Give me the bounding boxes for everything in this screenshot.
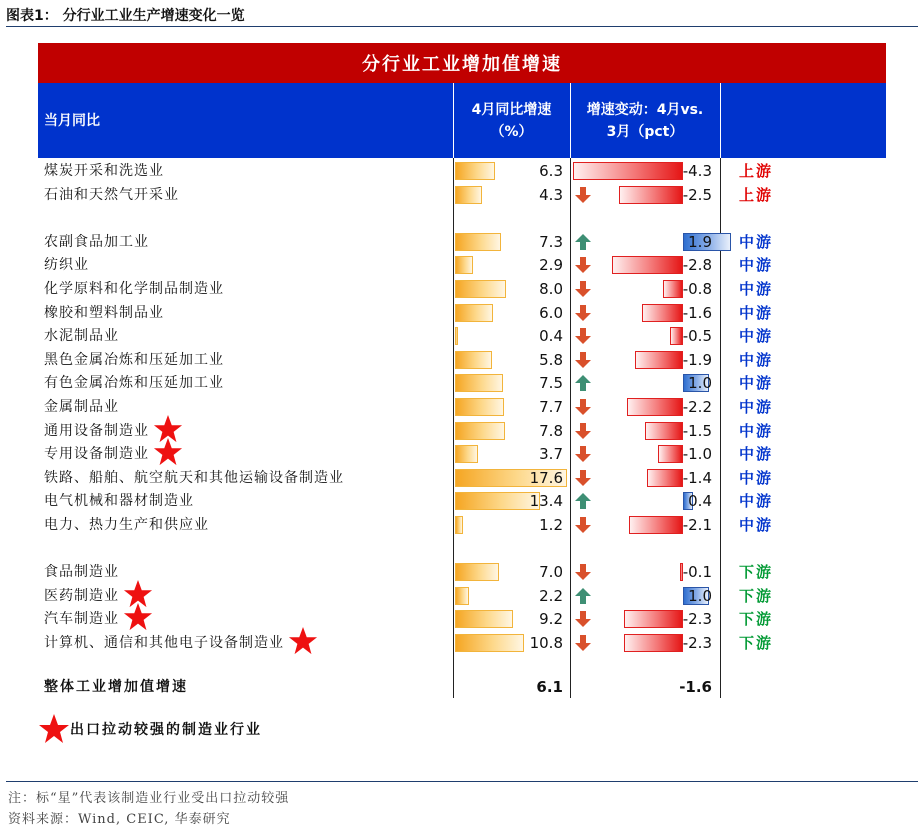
- change-label: 1.0: [688, 374, 712, 393]
- change-label: -0.8: [682, 280, 712, 298]
- header-change-col: [570, 83, 720, 158]
- down-arrow-icon: [574, 186, 592, 204]
- table-row: [0, 254, 924, 276]
- stage-tag: 中游: [739, 256, 774, 275]
- value-label: 6.3: [539, 162, 563, 180]
- stage-tag: 下游: [739, 563, 774, 582]
- value-label: 0.4: [539, 327, 563, 346]
- change-label: -1.5: [682, 421, 712, 440]
- value-bar: [455, 445, 478, 463]
- value-label: 7.3: [539, 232, 563, 251]
- stage-tag: 中游: [739, 421, 774, 440]
- value-bar: [455, 327, 458, 345]
- up-arrow-icon: [574, 587, 592, 605]
- stage-tag: 下游: [739, 634, 774, 652]
- value-bar: [455, 516, 463, 534]
- change-label: 1.0: [688, 586, 712, 605]
- stage-tag: 中游: [739, 445, 774, 464]
- table-row: [0, 608, 924, 630]
- stage-tag: 下游: [739, 610, 774, 629]
- value-label: 1.2: [539, 516, 563, 534]
- value-label: 13.4: [529, 492, 563, 511]
- table-row: [0, 443, 924, 465]
- value-label: 4.3: [539, 185, 563, 204]
- stage-tag: 中游: [739, 398, 774, 416]
- table-row: [0, 372, 924, 394]
- down-arrow-icon: [574, 256, 592, 274]
- table-row: [0, 514, 924, 536]
- value-bar: [455, 422, 505, 440]
- value-label: 7.0: [539, 563, 563, 582]
- star-icon: [38, 713, 70, 745]
- change-label: -4.3: [682, 162, 712, 180]
- value-label: 7.5: [539, 374, 563, 393]
- value-bar: [455, 280, 506, 298]
- value-bar: [455, 233, 501, 251]
- down-arrow-icon: [574, 445, 592, 463]
- table-row: [0, 632, 924, 654]
- value-bar: [455, 304, 493, 322]
- value-bar: [455, 162, 495, 180]
- change-label: -1.9: [682, 350, 712, 369]
- row-label: 水泥制品业: [44, 328, 119, 345]
- value-label: 7.7: [539, 398, 563, 416]
- down-arrow-icon: [574, 327, 592, 345]
- header-change-text: 增速变动：4月vs. 3月（pct）: [586, 101, 704, 140]
- legend-text: 出口拉动较强的制造业行业: [70, 722, 262, 738]
- change-label: -2.3: [682, 610, 712, 629]
- value-label: 17.6: [529, 468, 563, 487]
- table-row: [0, 278, 924, 300]
- total-label: 整体工业增加值增速: [44, 679, 188, 695]
- value-label: 7.8: [539, 421, 563, 440]
- value-bar: [455, 351, 492, 369]
- row-label: 铁路、船舶、航空航天和其他运输设备制造业: [44, 469, 344, 486]
- down-arrow-icon: [574, 469, 592, 487]
- source-note: 资料来源：Wind, CEIC, 华泰研究: [8, 812, 231, 827]
- row-label: 汽车制造业: [44, 611, 119, 628]
- value-label: 5.8: [539, 350, 563, 369]
- table-row: [0, 231, 924, 253]
- change-label: -2.3: [682, 634, 712, 652]
- stage-tag: 下游: [739, 586, 774, 605]
- value-label: 10.8: [529, 634, 563, 652]
- up-arrow-icon: [574, 374, 592, 392]
- stage-tag: 中游: [739, 468, 774, 487]
- change-label: -2.1: [682, 516, 712, 534]
- row-label: 橡胶和塑料制品业: [44, 304, 164, 321]
- total-row: [0, 676, 924, 698]
- down-arrow-icon: [574, 351, 592, 369]
- value-bar: [455, 563, 499, 581]
- bottom-rule: [6, 781, 918, 782]
- top-rule: [6, 26, 918, 27]
- row-label: 通用设备制造业: [44, 422, 149, 439]
- table-row: [0, 184, 924, 206]
- value-bar: [455, 587, 469, 605]
- value-bar: [455, 256, 473, 274]
- up-arrow-icon: [574, 233, 592, 251]
- down-arrow-icon: [574, 398, 592, 416]
- header-sep: [720, 83, 721, 158]
- row-label: 计算机、通信和其他电子设备制造业: [44, 635, 284, 651]
- down-arrow-icon: [574, 563, 592, 581]
- value-label: 8.0: [539, 280, 563, 298]
- change-label: -2.8: [682, 256, 712, 275]
- value-label: 2.9: [539, 256, 563, 275]
- row-label: 石油和天然气开采业: [44, 186, 179, 203]
- stage-tag: 上游: [739, 185, 774, 204]
- change-label: -1.6: [682, 303, 712, 322]
- row-label: 纺织业: [44, 257, 89, 274]
- legend: [38, 712, 262, 746]
- stage-tag: 中游: [739, 516, 774, 534]
- change-label: 0.4: [688, 492, 712, 511]
- row-label: 农副食品加工业: [44, 233, 149, 250]
- stage-tag: 中游: [739, 280, 774, 298]
- stage-tag: 中游: [739, 232, 774, 251]
- header-label-col: 当月同比: [44, 112, 100, 129]
- value-label: 6.0: [539, 303, 563, 322]
- row-label: 专用设备制造业: [44, 446, 149, 463]
- header-value-col: [453, 83, 570, 158]
- row-label: 电力、热力生产和供应业: [44, 517, 209, 533]
- down-arrow-icon: [574, 634, 592, 652]
- total-value: 6.1: [536, 678, 563, 696]
- total-change: -1.6: [679, 678, 712, 696]
- row-label: 化学原料和化学制品制造业: [44, 281, 224, 297]
- star-icon: [153, 437, 183, 467]
- footnote: 注：标“星”代表该制造业行业受出口拉动较强: [8, 791, 290, 806]
- table-row: [0, 467, 924, 489]
- figure-title: 图表1： 分行业工业生产增速变化一览: [6, 8, 245, 24]
- value-label: 3.7: [539, 445, 563, 464]
- down-arrow-icon: [574, 280, 592, 298]
- table-row: [0, 420, 924, 442]
- down-arrow-icon: [574, 610, 592, 628]
- down-arrow-icon: [574, 516, 592, 534]
- value-bar: [455, 398, 504, 416]
- down-arrow-icon: [574, 422, 592, 440]
- change-label: -0.1: [682, 563, 712, 582]
- star-icon: [288, 626, 318, 656]
- row-label: 金属制品业: [44, 399, 119, 415]
- table-row: [0, 396, 924, 418]
- stage-tag: 中游: [739, 350, 774, 369]
- change-label: -1.0: [682, 445, 712, 464]
- table-row: [0, 349, 924, 371]
- row-label: 黑色金属冶炼和压延加工业: [44, 351, 224, 368]
- row-label: 煤炭开采和洗选业: [44, 163, 164, 179]
- down-arrow-icon: [574, 304, 592, 322]
- table-header: [38, 83, 886, 158]
- stage-tag: 中游: [739, 374, 774, 393]
- row-label: 食品制造业: [44, 564, 119, 581]
- table-row: [0, 302, 924, 324]
- stage-tag: 中游: [739, 492, 774, 511]
- stage-tag: 中游: [739, 303, 774, 322]
- table-row: [0, 160, 924, 182]
- change-label: -1.4: [682, 468, 712, 487]
- value-bar: [455, 186, 482, 204]
- stage-tag: 上游: [739, 162, 774, 180]
- change-label: -0.5: [682, 327, 712, 346]
- star-icon: [123, 602, 153, 632]
- header-value-text: 4月同比增速（%）: [471, 101, 552, 140]
- value-bar: [455, 374, 503, 392]
- table-row: [0, 490, 924, 512]
- up-arrow-icon: [574, 492, 592, 510]
- row-label: 有色金属冶炼和压延加工业: [44, 375, 224, 392]
- stage-tag: 中游: [739, 327, 774, 346]
- value-label: 2.2: [539, 586, 563, 605]
- row-label: 医药制造业: [44, 587, 119, 604]
- change-label: -2.2: [682, 398, 712, 416]
- table-banner: 分行业工业增加值增速: [38, 43, 886, 83]
- change-label: 1.9: [688, 232, 712, 251]
- table-row: [0, 325, 924, 347]
- value-label: 9.2: [539, 610, 563, 629]
- change-label: -2.5: [682, 185, 712, 204]
- row-label: 电气机械和器材制造业: [44, 493, 194, 510]
